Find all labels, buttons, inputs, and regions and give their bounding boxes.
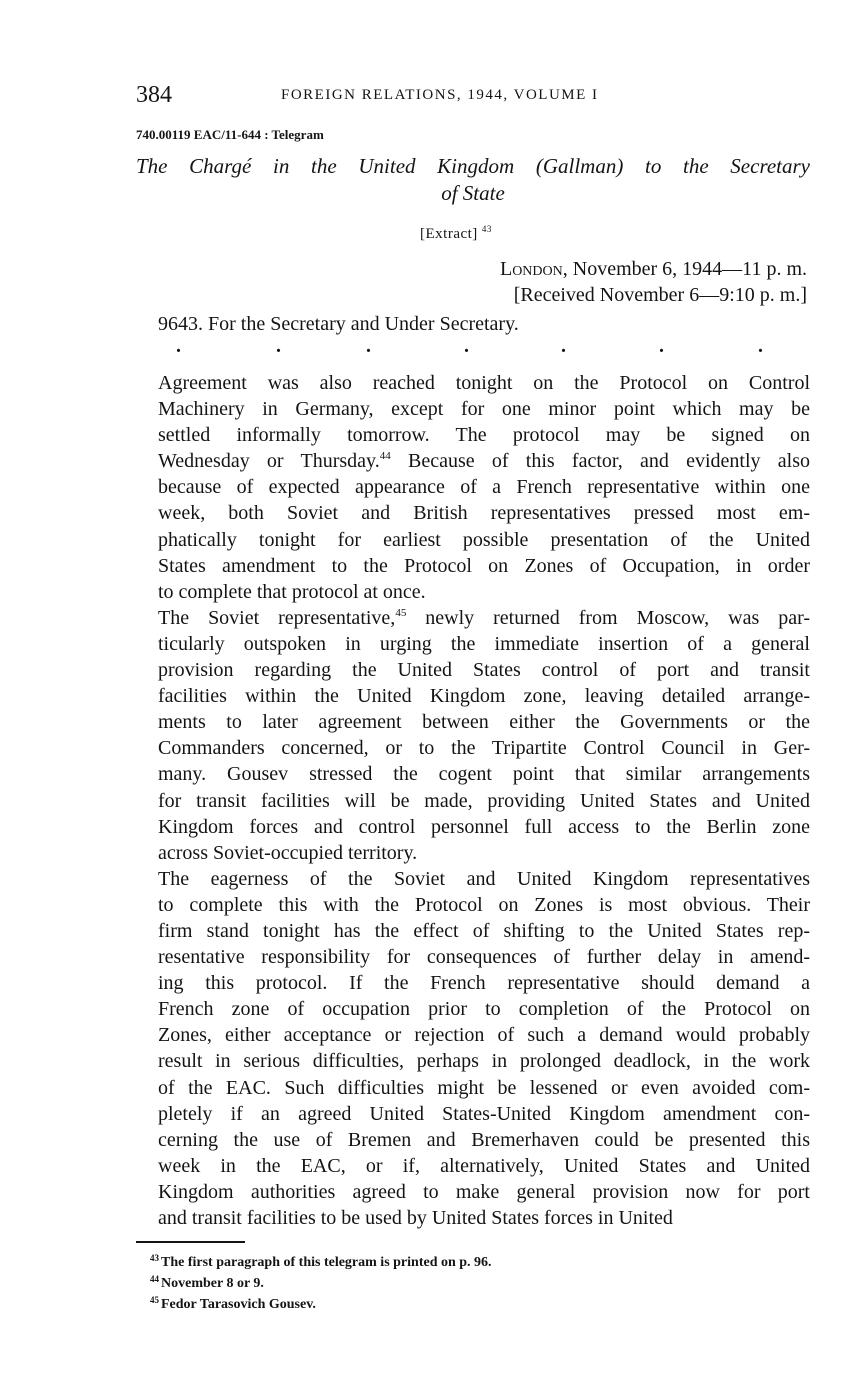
telegram-body (136, 370, 810, 1231)
footnote-ref[interactable]: 44 (379, 450, 391, 463)
text-line: Kingdom authorities agreed to make general provision now for port (158, 1180, 810, 1203)
text-segment: Because of this factor, and evidently also (390, 450, 810, 473)
ellipsis-dot: . (464, 335, 469, 357)
ellipsis-dot: . (276, 335, 281, 357)
text-line: cerning the use of Bremen and Bremerhaven could be presented this (158, 1128, 810, 1151)
paragraph (136, 605, 810, 866)
text-line: Zones, either acceptance or rejection of such a demand would probably (158, 1024, 810, 1047)
footnote-text: November 8 or 9. (161, 1276, 264, 1291)
document-title (136, 153, 810, 207)
text-line: and transit facilities to be used by United States forces in United (158, 1207, 673, 1229)
footnote-ref[interactable]: 45 (395, 606, 407, 619)
paragraph (136, 866, 810, 1231)
text-line: Agreement was also reached tonight on the Protocol on Control (158, 372, 810, 394)
text-line: week in the EAC, or if, alternatively, United States and United (158, 1154, 810, 1177)
footnote-rule (136, 1241, 245, 1243)
footnotes (150, 1250, 492, 1313)
paragraph (136, 370, 810, 605)
text-line: The eagerness of the Soviet and United Kingdom representatives (158, 867, 810, 890)
text-line: ments to later agreement between either the Governments or the (158, 711, 810, 734)
text-line: Machinery in Germany, except for one minor point which may be (158, 398, 810, 421)
text-line: resentative responsibility for consequences of further delay in amend- (158, 946, 810, 969)
running-head: FOREIGN RELATIONS, 1944, VOLUME I (281, 87, 599, 103)
ellipsis-dot: . (758, 335, 763, 357)
footnote-number: 43 (150, 1253, 159, 1263)
ellipsis-dot: . (659, 335, 664, 357)
footnote-text: Fedor Tarasovich Gousev. (161, 1297, 316, 1312)
ellipsis-dot: . (176, 335, 181, 357)
text-line: pletely if an agreed United States-United Kingdom amendment con- (158, 1102, 810, 1125)
extract-footnote-ref[interactable]: 43 (481, 224, 492, 234)
text-line: to complete that protocol at once. (158, 580, 426, 603)
text-line: firm stand tonight has the effect of shifting to the United States rep- (158, 919, 810, 942)
received-line: [Received November 6—9:10 p. m.] (513, 284, 807, 306)
footnote-number: 44 (150, 1274, 159, 1284)
text-line: phatically tonight for earliest possible presentation of the United (158, 528, 810, 551)
title-line-1: The Chargé in the United Kingdom (Gallman) to the Secretary (136, 154, 810, 178)
text-line: ing this protocol. If the French representative should demand a (158, 972, 810, 995)
text-line (136, 605, 810, 631)
ellipsis-row (176, 335, 776, 365)
text-line: Commanders concerned, or to the Tripartite Control Council in Ger- (158, 737, 810, 760)
extract-text: [Extract] (420, 226, 478, 242)
telegram-opening: 9643. For the Secretary and Under Secretary. (158, 313, 519, 335)
dateline (432, 256, 807, 308)
file-reference: 740.00119 EAC/11-644 : Telegram (136, 127, 324, 142)
text-line: French zone of occupation prior to completion of the Protocol on (158, 998, 810, 1021)
text-line: Kingdom forces and control personnel full access to the Berlin zone (158, 815, 810, 838)
ellipsis-dot: . (561, 335, 566, 357)
text-line: across Soviet-occupied territory. (158, 841, 418, 864)
page-number: 384 (136, 82, 172, 108)
text-line: provision regarding the United States control of port and transit (158, 659, 810, 682)
footnote-text: The first paragraph of this telegram is printed on p. 96. (161, 1255, 492, 1270)
title-line-2: of State (441, 181, 505, 205)
page-header (136, 82, 810, 112)
dateline-city: London, (499, 258, 568, 280)
text-line: to complete this with the Protocol on Zones is most obvious. Their (158, 893, 810, 916)
text-line: many. Gousev stressed the cogent point that similar arrangements (158, 763, 810, 786)
footnote-number: 45 (150, 1295, 159, 1305)
text-line: of the EAC. Such difficulties might be lessened or even avoided com- (158, 1076, 810, 1099)
text-line: facilities within the United Kingdom zone, leaving detailed arrange- (158, 685, 810, 708)
text-line: result in serious difficulties, perhaps in prolonged deadlock, in the work (158, 1050, 810, 1073)
text-line: States amendment to the Protocol on Zones of Occupation, in order (158, 554, 810, 577)
dateline-date: November 6, 1944—11 p. m. (567, 258, 807, 280)
text-line: settled informally tomorrow. The protocol may be signed on (158, 424, 810, 447)
extract-label (420, 224, 492, 243)
footnote (150, 1250, 492, 1271)
footnote (150, 1271, 492, 1292)
text-line: for transit facilities will be made, providing United States and United (158, 789, 810, 812)
text-segment: newly returned from Moscow, was par- (406, 606, 810, 629)
footnote (150, 1292, 492, 1313)
text-line: ticularly outspoken in urging the immediate insertion of a general (158, 632, 810, 655)
text-line: because of expected appearance of a French representative within one (158, 476, 810, 499)
text-segment: The Soviet representative, (158, 606, 396, 629)
text-line (136, 448, 810, 474)
text-segment: Wednesday or Thursday. (158, 450, 380, 473)
text-line: week, both Soviet and British representatives pressed most em- (158, 502, 810, 525)
ellipsis-dot: . (366, 335, 371, 357)
